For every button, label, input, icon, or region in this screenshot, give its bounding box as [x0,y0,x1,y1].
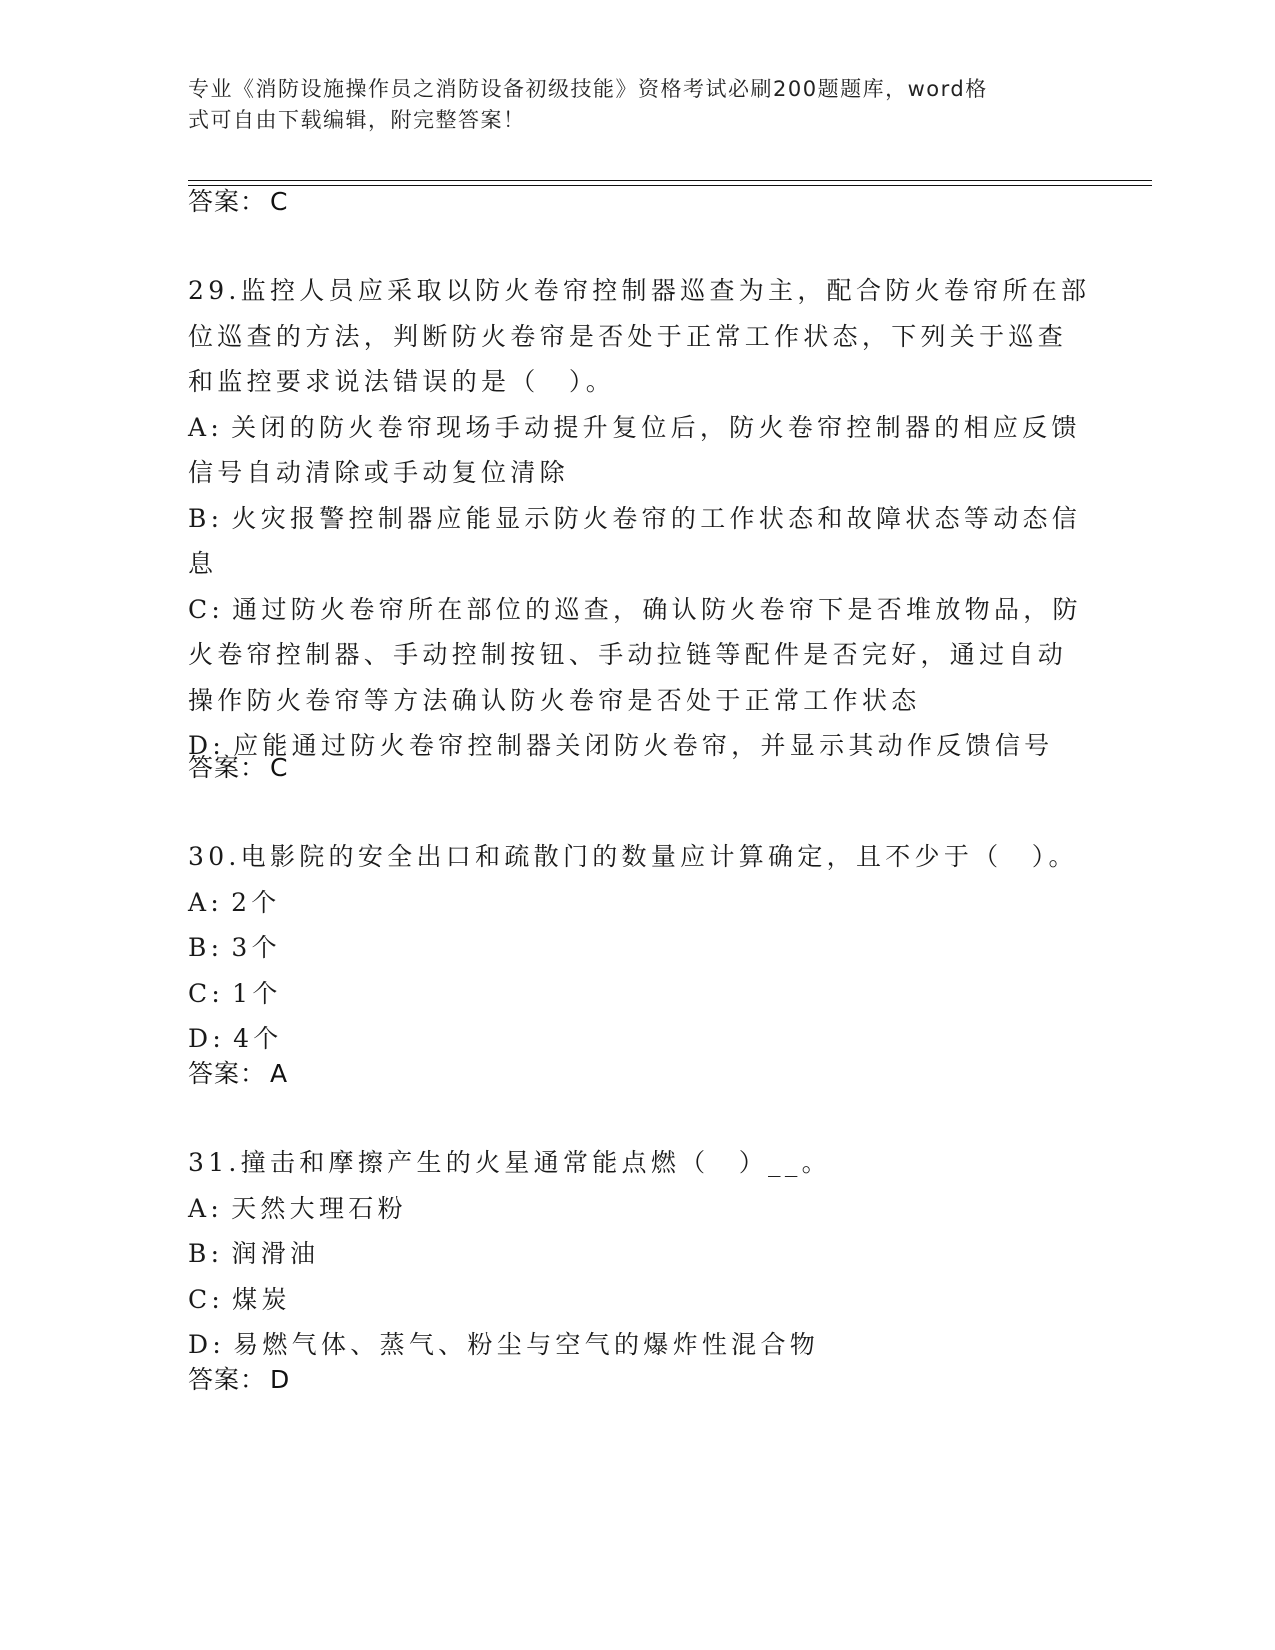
stem-line: 和监控要求说法错误的是（ ）。 [188,367,616,396]
answer-31 [188,1364,290,1396]
option-d [188,1016,1088,1062]
answer-label: 答案： [188,1365,267,1394]
answer-label: 答案： [188,753,267,782]
answer-label: 答案： [188,187,267,216]
question-29 [188,268,1091,769]
option-text: 通过防火卷帘所在部位的巡查，确认防火卷帘下是否堆放物品，防 [232,594,1082,624]
stem-line: 31.撞击和摩擦产生的火星通常能点燃（ ）__。 [188,1148,831,1177]
option-text: 关闭的防火卷帘现场手动提升复位后，防火卷帘控制器的相应反馈 [231,412,1081,442]
question-30 [188,834,1088,1062]
answer-label: 答案： [188,1059,267,1088]
option-a [188,1186,1088,1232]
option-label: C: [188,978,225,1008]
option-text: 操作防火卷帘等方法确认防火卷帘是否处于正常工作状态 [188,685,921,715]
option-c [188,971,1088,1017]
option-c [188,1277,1088,1323]
option-label: A: [188,1193,224,1223]
option-text: 信号自动清除或手动复位清除 [188,458,569,487]
header-line-1: 专业《消防设施操作员之消防设备初级技能》资格考试必刷200题题库，word格 [188,77,988,101]
answer-value: A [270,1059,289,1088]
question-stem [188,1140,1088,1186]
header-rule-bottom [188,185,1152,186]
question-stem [188,834,1088,880]
stem-line: 30.电影院的安全出口和疏散门的数量应计算确定，且不少于（ ）。 [188,842,1078,871]
option-a [188,405,1088,496]
option-a [188,880,1088,926]
answer-29 [188,752,288,784]
option-text: 火卷帘控制器、手动控制按钮、手动拉链等配件是否完好，通过自动 [188,640,1068,669]
option-d [188,1322,1088,1368]
option-label: C: [188,1284,225,1314]
answer-value: D [270,1365,291,1394]
option-label: B: [188,503,224,533]
option-text: 天然大理石粉 [231,1193,407,1223]
stem-line: 29.监控人员应采取以防火卷帘控制器巡查为主，配合防火卷帘所在部 [188,276,1091,305]
header-rule-top [188,180,1152,181]
stem-line: 位巡查的方法，判断防火卷帘是否处于正常工作状态，下列关于巡查 [188,321,1068,351]
option-c [188,587,1088,724]
option-text: 润滑油 [231,1239,320,1268]
option-label: D: [188,1024,226,1053]
question-stem [188,268,1091,405]
option-label: D: [188,731,226,760]
option-text: 煤炭 [232,1284,291,1314]
option-text: 息 [188,549,218,578]
header-line-2: 式可自由下载编辑，附完整答案！ [188,108,526,132]
option-text: 3个 [231,933,281,962]
option-b [188,496,1088,587]
option-label: A: [188,887,224,917]
option-label: A: [188,412,224,442]
answer-30 [188,1058,288,1090]
option-text: 2个 [231,887,281,917]
answer-value: C [270,187,289,216]
option-text: 易燃气体、蒸气、粉尘与空气的爆炸性混合物 [233,1330,820,1359]
option-label: B: [188,933,224,962]
option-label: D: [188,1330,226,1359]
option-text: 4个 [233,1024,283,1053]
option-b [188,925,1088,971]
document-header [188,74,1068,136]
option-d [188,723,1088,769]
option-text: 1个 [232,978,282,1008]
option-label: C: [188,594,225,624]
option-label: B: [188,1239,224,1268]
option-text: 应能通过防火卷帘控制器关闭防火卷帘，并显示其动作反馈信号 [233,731,1054,760]
option-text: 火灾报警控制器应能显示防火卷帘的工作状态和故障状态等动态信 [231,503,1082,533]
option-b [188,1231,1088,1277]
previous-answer [188,186,288,218]
answer-value: C [270,753,289,782]
question-31 [188,1140,1088,1368]
